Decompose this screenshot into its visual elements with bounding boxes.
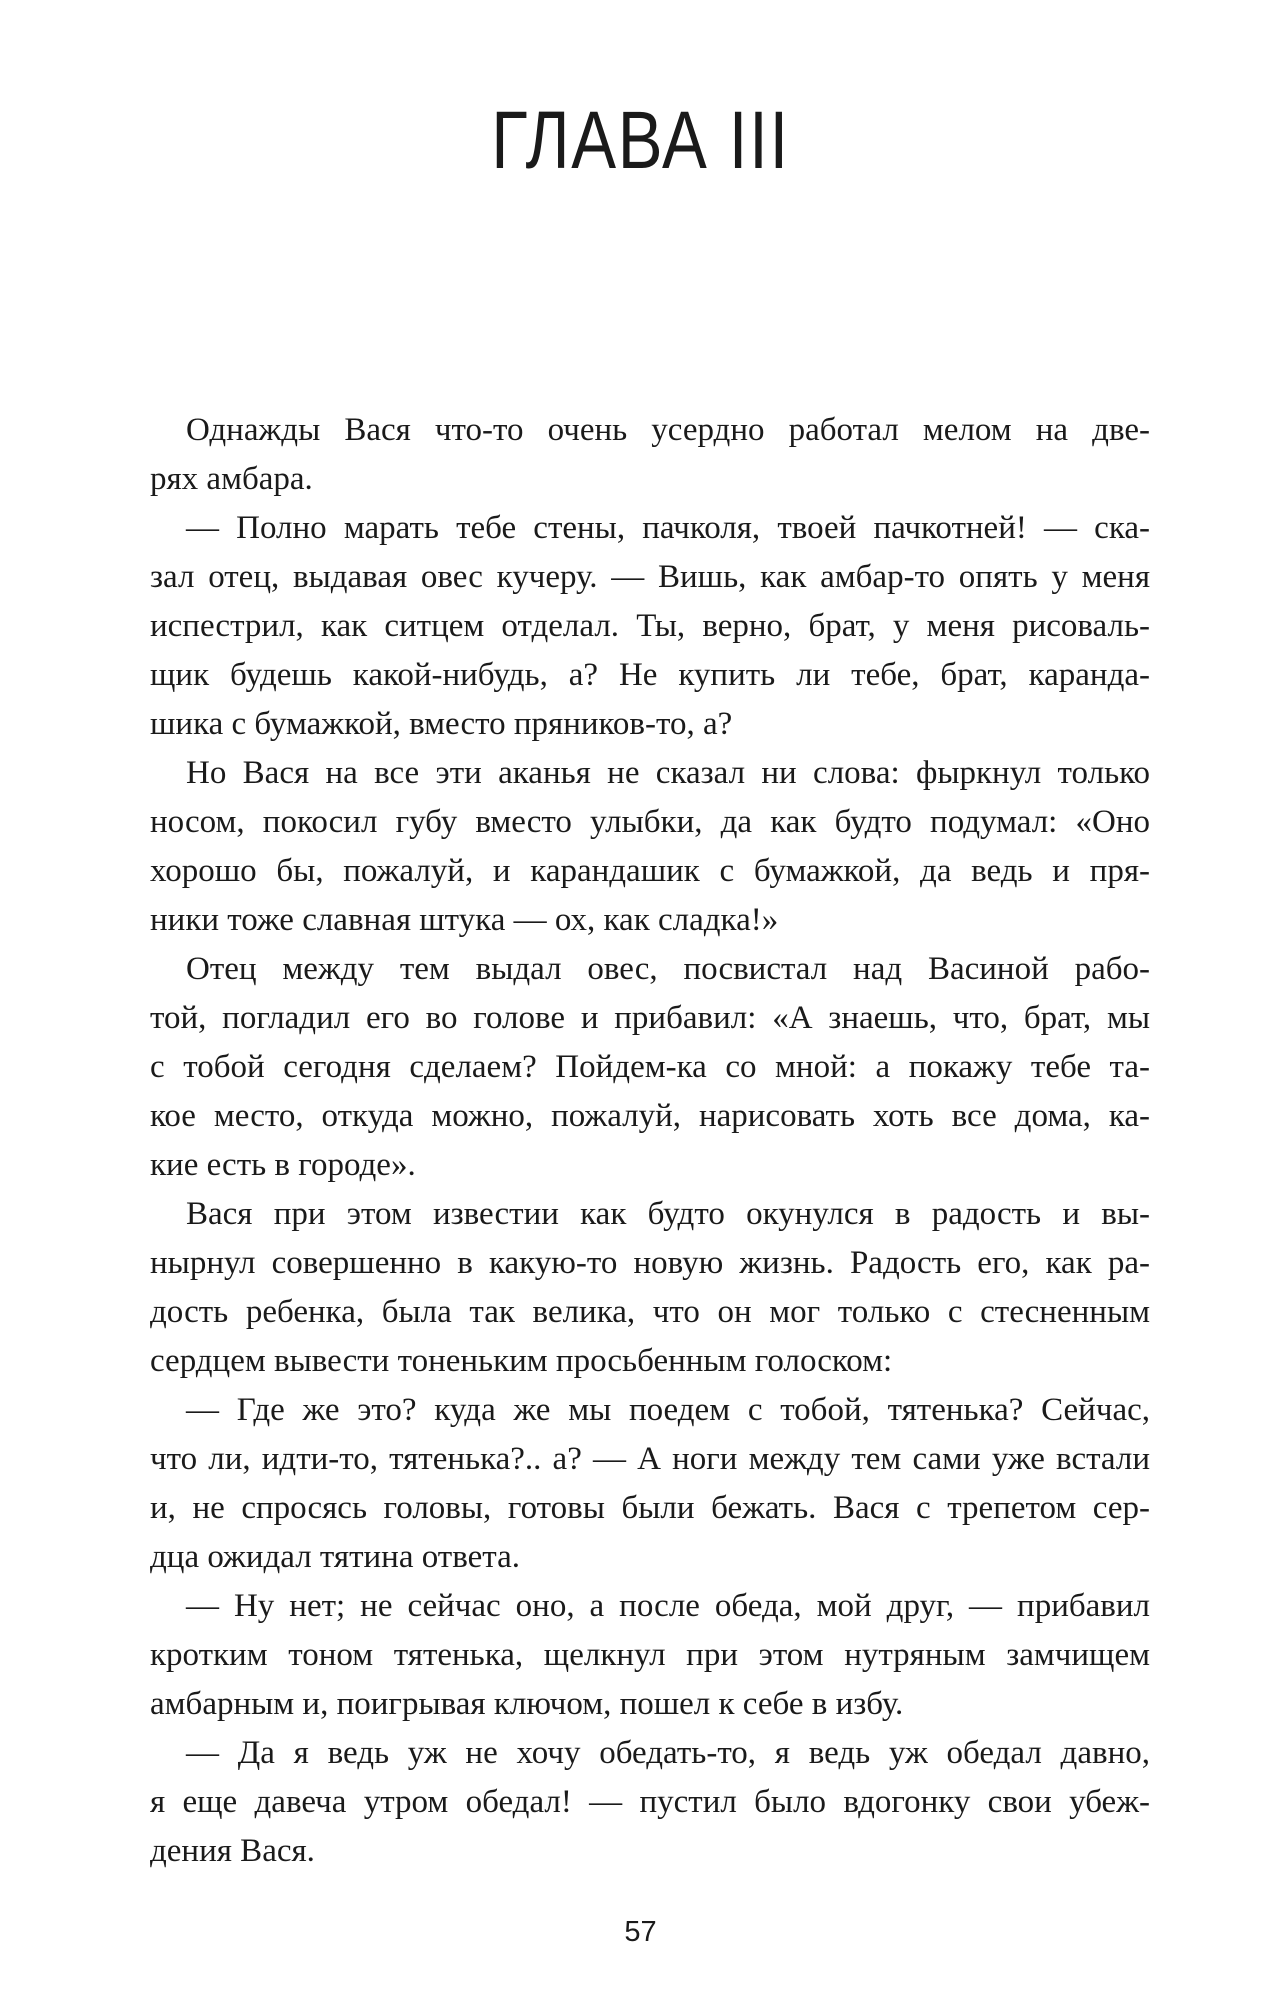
body-text — [150, 406, 1150, 1876]
text-line: испестрил, как ситцем отделал. Ты, верно, брат, у меня рисоваль- — [150, 608, 1150, 644]
text-line: носом, покосил губу вместо улыбки, да как будто подумал: «Оно — [150, 804, 1150, 840]
text-line: хорошо бы, пожалуй, и карандашик с бумажкой, да ведь и пря- — [150, 853, 1150, 889]
text-line: кие есть в городе». — [150, 1147, 416, 1183]
page-number: 57 — [624, 1916, 657, 1948]
text-line: кое место, откуда можно, пожалуй, нарисовать хоть все дома, ка- — [150, 1098, 1150, 1134]
text-line: Отец между тем выдал овес, посвистал над Васиной рабо- — [186, 951, 1150, 987]
chapter-title: ГЛАВА III — [491, 95, 790, 186]
text-line: дца ожидал тятина ответа. — [150, 1539, 520, 1575]
text-line: я еще давеча утром обедал! — пустил было вдогонку свои убеж- — [150, 1784, 1150, 1820]
text-line: дость ребенка, была так велика, что он мог только с стесненным — [150, 1294, 1150, 1330]
text-line: Но Вася на все эти аканья не сказал ни слова: фыркнул только — [186, 755, 1150, 791]
text-line: — Ну нет; не сейчас оно, а после обеда, мой друг, — прибавил — [186, 1588, 1150, 1624]
text-line: — Да я ведь уж не хочу обедать-то, я ведь уж обедал давно, — [186, 1735, 1150, 1771]
text-line: — Где же это? куда же мы поедем с тобой, тятенька? Сейчас, — [186, 1392, 1150, 1428]
text-line: кротким тоном тятенька, щелкнул при этом нутряным замчищем — [150, 1637, 1150, 1673]
text-line: и, не спросясь головы, готовы были бежать. Вася с трепетом сер- — [150, 1490, 1150, 1526]
text-line: дения Вася. — [150, 1833, 315, 1869]
text-line: сердцем вывести тоненьким просьбенным голоском: — [150, 1343, 893, 1379]
text-line: рях амбара. — [150, 461, 313, 497]
text-line: — Полно марать тебе стены, пачколя, твоей пачкотней! — ска- — [186, 510, 1150, 546]
text-line: нырнул совершенно в какую-то новую жизнь. Радость его, как ра- — [150, 1245, 1150, 1281]
text-line: с тобой сегодня сделаем? Пойдем-ка со мной: а покажу тебе та- — [150, 1049, 1150, 1085]
text-line: той, погладил его во голове и прибавил: «А знаешь, что, брат, мы — [150, 1000, 1150, 1036]
text-line: амбарным и, поигрывая ключом, пошел к себе в избу. — [150, 1686, 904, 1722]
text-line: зал отец, выдавая овес кучеру. — Вишь, как амбар-то опять у меня — [150, 559, 1150, 595]
text-line: ники тоже славная штука — ох, как сладка!» — [150, 902, 779, 938]
text-line: шика с бумажкой, вместо пряников-то, а? — [150, 706, 733, 742]
text-line: Вася при этом известии как будто окунулся в радость и вы- — [186, 1196, 1150, 1232]
text-line: Однажды Вася что-то очень усердно работал мелом на две- — [186, 412, 1150, 448]
text-line: что ли, идти-то, тятенька?.. а? — А ноги между тем сами уже встали — [150, 1441, 1150, 1477]
text-line: щик будешь какой-нибудь, а? Не купить ли тебе, брат, каранда- — [150, 657, 1150, 693]
